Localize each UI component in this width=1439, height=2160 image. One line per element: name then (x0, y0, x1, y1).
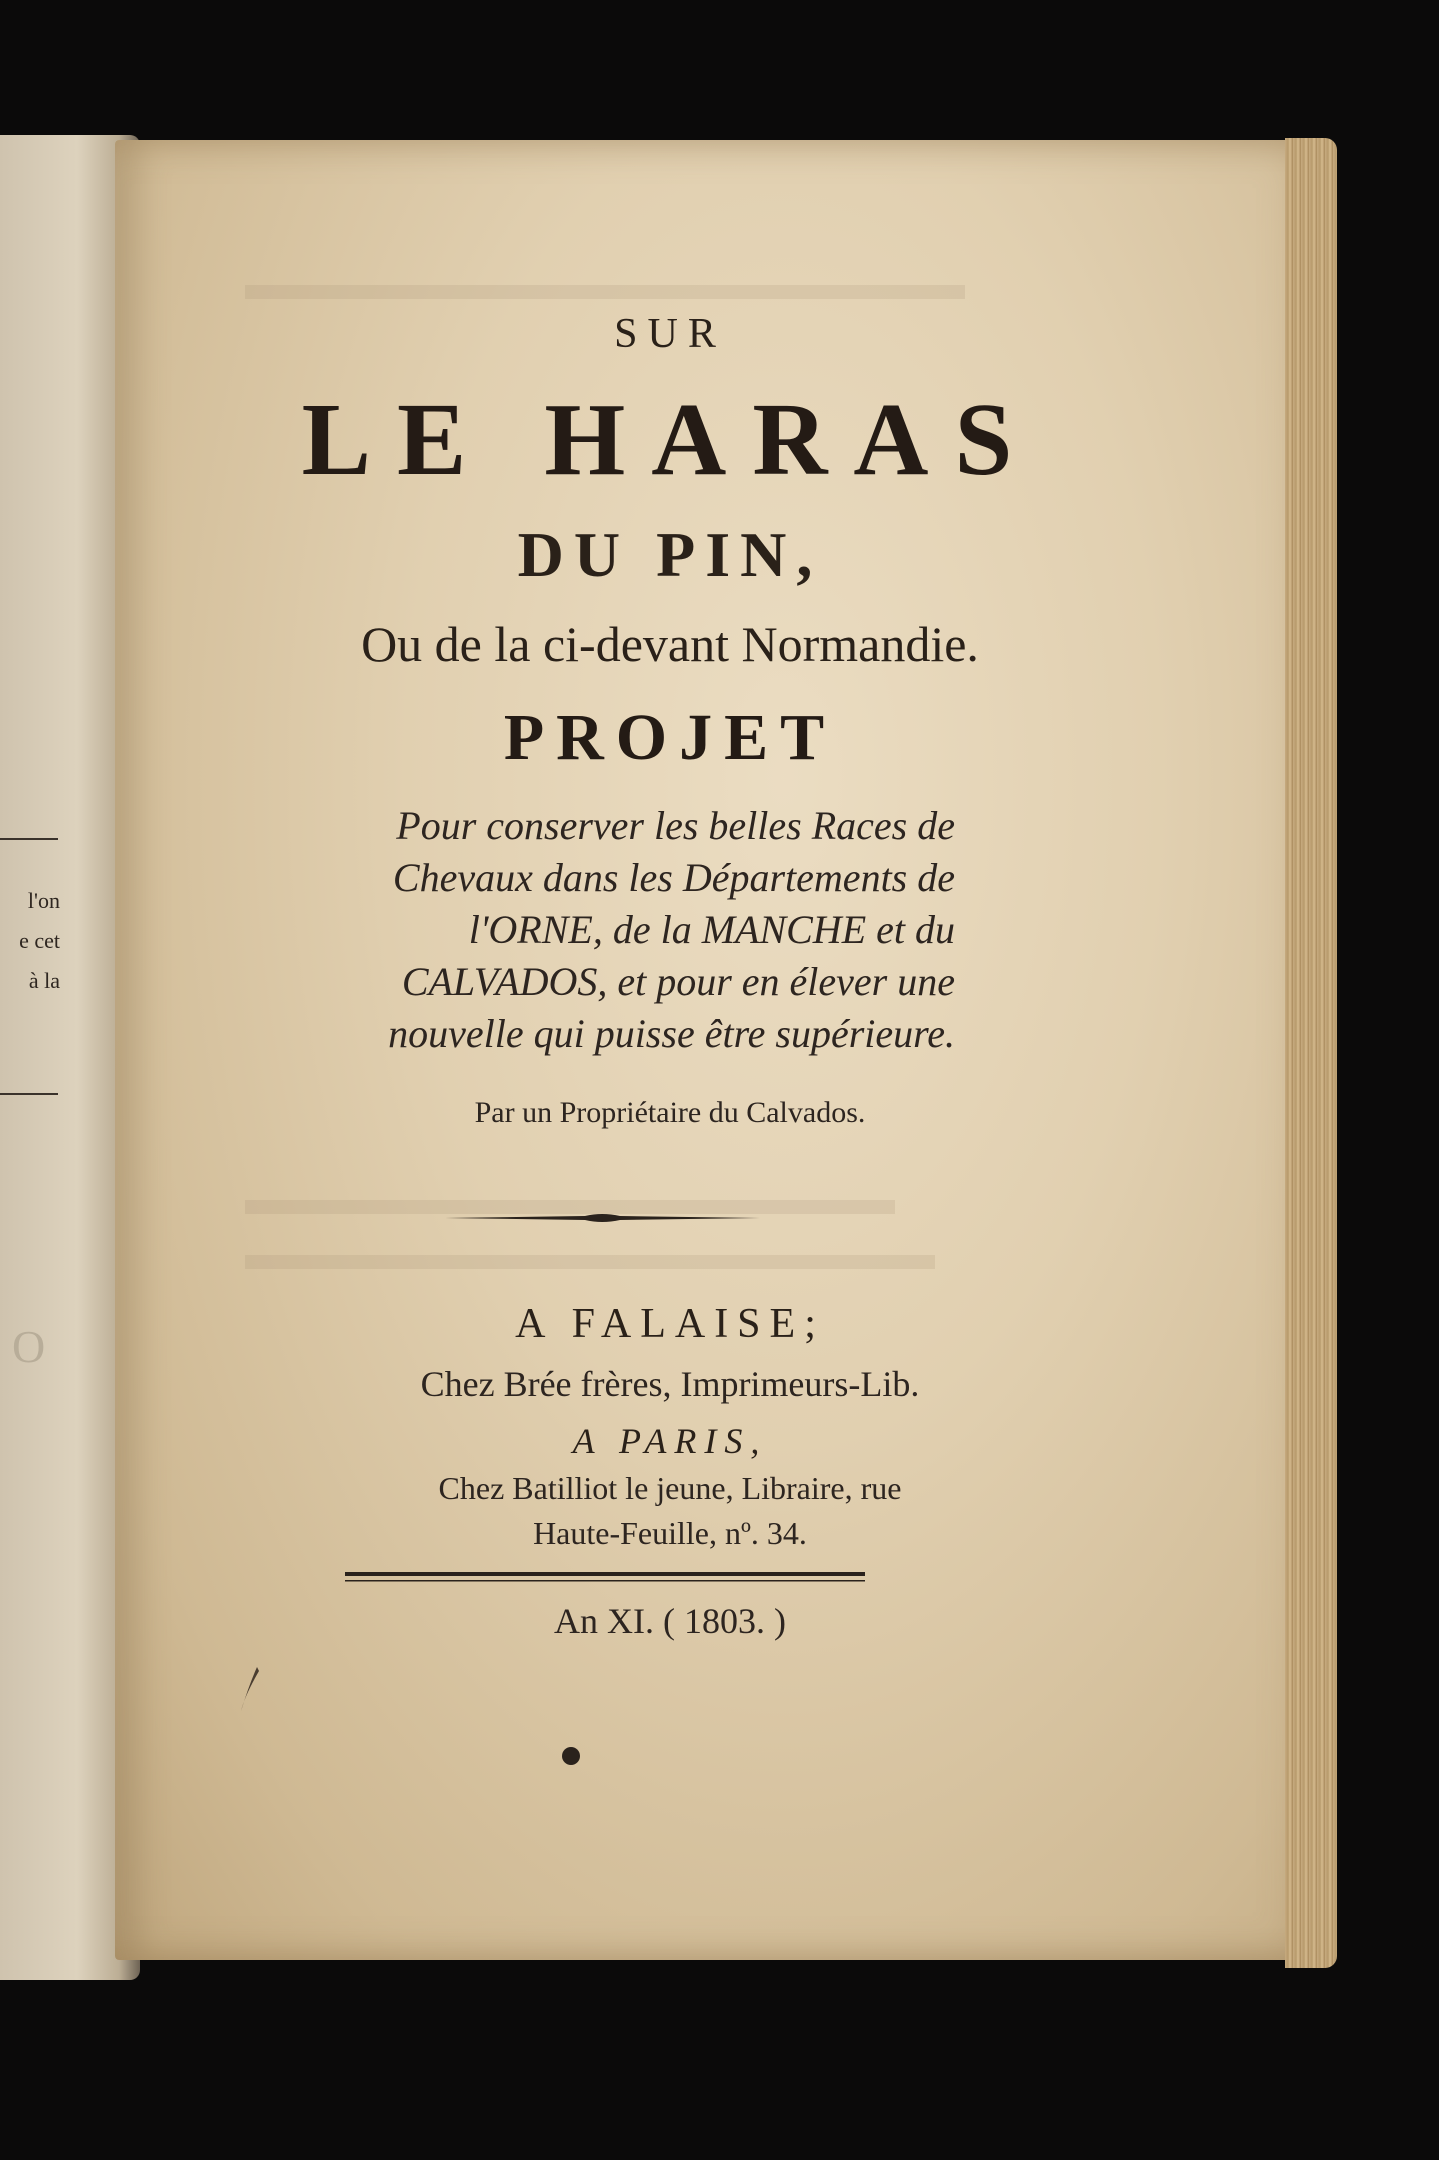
main-title: LE HARAS (301, 382, 1039, 497)
description-line: l'ORNE, de la MANCHE et du (468, 907, 955, 952)
left-page-text-2: e cet (19, 928, 60, 953)
imprint-bookseller: Chez Batilliot le jeune, Libraire, rue (438, 1470, 902, 1506)
ink-mark (235, 1665, 265, 1715)
author-line: Par un Propriétaire du Calvados. (474, 1096, 866, 1129)
ink-dot (560, 1745, 582, 1767)
projet-heading: PROJET (503, 701, 837, 774)
page-fore-edge (1285, 138, 1337, 1968)
left-page-text-3: à la (28, 968, 60, 993)
description-line: Pour conserver les belles Races de (396, 803, 955, 848)
title-sur: SUR (614, 311, 726, 357)
left-page-rule-top (0, 838, 58, 840)
ornamental-rule (445, 1212, 760, 1224)
description-line: CALVADOS, et pour en élever une (401, 959, 955, 1004)
show-through-line (245, 1255, 935, 1269)
project-description (245, 800, 955, 1060)
description-line: Chevaux dans les Départements de (392, 855, 955, 900)
imprint-city-paris: A PARIS, (572, 1421, 768, 1461)
publication-date: An XI. ( 1803. ) (554, 1601, 786, 1641)
left-page-text-1: l'on (27, 888, 60, 913)
subtitle-du-pin: DU PIN, (517, 519, 823, 590)
region-line: Ou de la ci-devant Normandie. (361, 616, 979, 672)
show-through-line (245, 285, 965, 299)
imprint-printer: Chez Brée frères, Imprimeurs-Lib. (420, 1364, 920, 1404)
imprint-city-falaise: A FALAISE; (515, 1301, 825, 1347)
imprint-address: Haute-Feuille, nº. 34. (533, 1515, 807, 1551)
description-line: nouvelle qui puisse être supérieure. (388, 1011, 955, 1056)
left-page-ghost-text: O (12, 1321, 46, 1372)
left-page-rule-bottom (0, 1093, 58, 1095)
double-rule (345, 1570, 865, 1584)
